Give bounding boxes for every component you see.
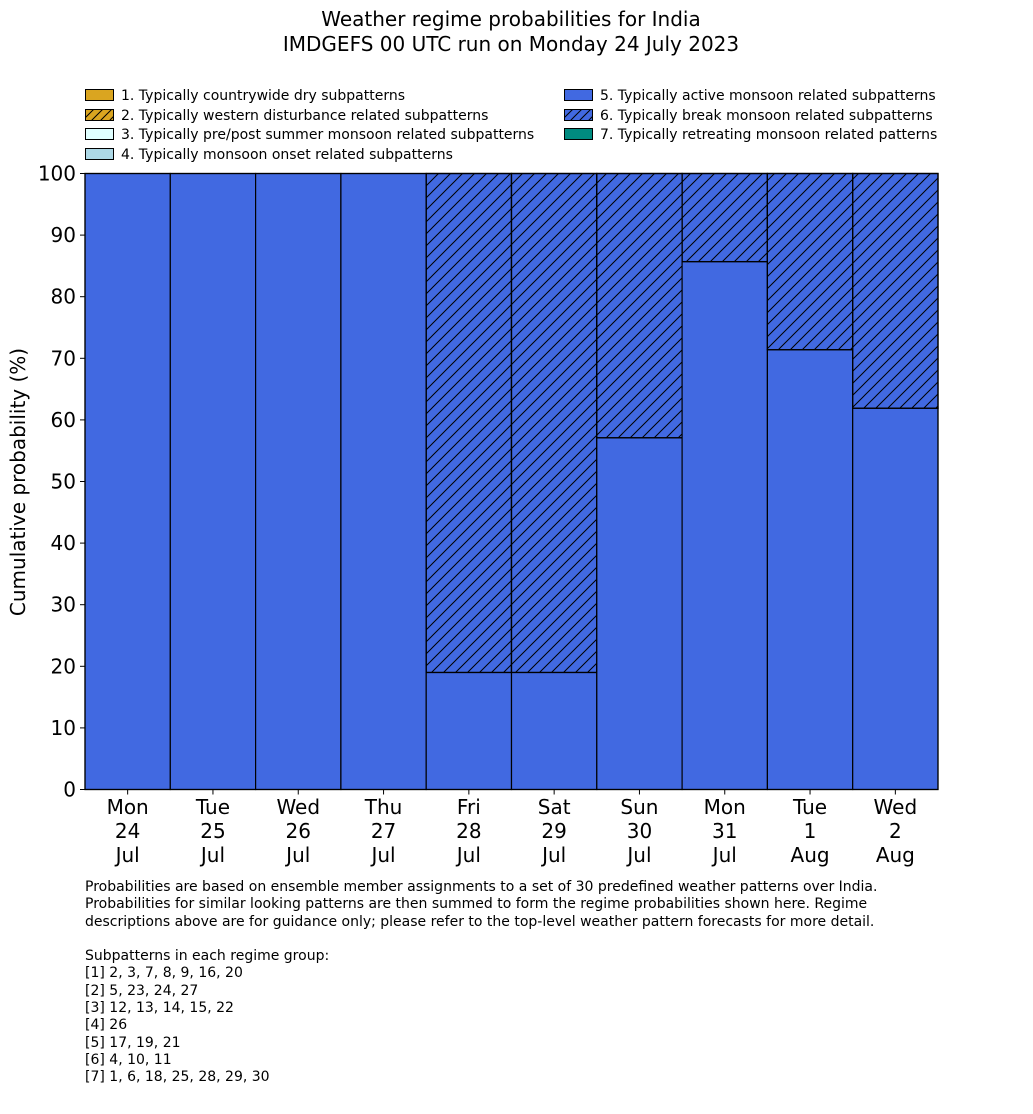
legend-label: 2. Typically western disturbance related subpatterns: [121, 107, 489, 124]
groups-list: [85, 965, 1015, 1086]
y-tick-label: 20: [50, 654, 76, 679]
y-tick-label: 90: [50, 223, 76, 248]
y-tick-label: 0: [63, 777, 76, 802]
x-tick-label: 27: [370, 819, 397, 843]
legend-label: 7. Typically retreating monsoon related patterns: [600, 127, 938, 143]
groups-heading: Subpatterns in each regime group:: [85, 948, 330, 965]
legend-label: 4. Typically monsoon onset related subpatterns: [121, 146, 453, 163]
bar-1-6: [512, 672, 597, 789]
footnote-line: descriptions above are for guidance only; please refer to the top-level weather pattern forecasts for more detail.: [85, 913, 875, 930]
x-tick-label: Jul: [200, 843, 226, 867]
bar-1-3: [256, 174, 341, 790]
group-line: [2] 5, 23, 24, 27: [85, 982, 199, 999]
bar-hatch-2-9: [767, 174, 852, 350]
x-tick-label: Jul: [712, 843, 737, 867]
bar-1-1: [85, 174, 170, 790]
x-tick-label: 30: [626, 819, 653, 843]
x-tick-label: Tue: [195, 795, 231, 819]
footnote-line: Probabilities for similar looking patterns are then summed to form the regime probabilities shown here. Regime: [85, 896, 868, 913]
bar-hatch-2-10: [853, 174, 938, 409]
y-tick-label: 10: [50, 715, 76, 740]
x-tick-label: Jul: [286, 843, 311, 867]
chart-title-line-2: IMDGEFS 00 UTC run on Monday 24 July 2023: [282, 32, 740, 56]
x-tick-label: Tue: [792, 795, 828, 819]
x-tick-label: Wed: [873, 795, 918, 819]
x-tick-label: Jul: [115, 843, 140, 867]
footnote-paragraph: [85, 879, 1015, 931]
bar-hatch-2-8: [682, 174, 767, 262]
y-tick-label: 30: [50, 592, 76, 617]
y-axis-label: Cumulative probability (%): [6, 347, 30, 617]
x-tick-label: Sat: [537, 795, 571, 819]
group-line: [4] 26: [85, 1017, 128, 1034]
x-tick-label: 24: [114, 819, 141, 843]
y-tick-label: 50: [50, 469, 76, 494]
chart-title-line-1: Weather regime probabilities for India: [321, 7, 701, 31]
bar-1-9: [767, 350, 852, 790]
bar-1-8: [682, 262, 767, 790]
group-line: [6] 4, 10, 11: [85, 1051, 172, 1068]
footnote-line: Probabilities are based on ensemble member assignments to a set of 30 predefined weather patterns over India.: [85, 879, 878, 895]
x-tick-label: Mon: [106, 795, 149, 819]
bar-hatch-2-5: [426, 174, 511, 673]
y-tick-label: 60: [50, 407, 76, 432]
x-tick-label: 25: [200, 819, 226, 843]
bars: [85, 174, 938, 790]
x-tick-label: Jul: [627, 843, 652, 867]
bar-hatch-2-7: [597, 174, 682, 438]
legend-label: 6. Typically break monsoon related subpatterns: [600, 107, 933, 124]
legend-label: 3. Typically pre/post summer monsoon related subpatterns: [121, 127, 535, 143]
x-tick-label: 2: [888, 819, 902, 843]
bar-1-10: [853, 408, 938, 789]
x-tick-label: Jul: [542, 843, 567, 867]
x-tick-label: Thu: [364, 795, 403, 819]
x-tick-label: Aug: [790, 843, 830, 867]
x-tick-label: Wed: [276, 795, 321, 819]
x-tick-label: 31: [712, 819, 738, 843]
y-tick-label: 70: [50, 346, 76, 371]
x-tick-label: Fri: [456, 795, 481, 819]
group-line: [3] 12, 13, 14, 15, 22: [85, 1000, 234, 1017]
y-tick-label: 40: [50, 531, 76, 556]
legend-label: 1. Typically countrywide dry subpatterns: [121, 88, 406, 104]
y-tick-label: 100: [37, 161, 76, 186]
bar-hatch-2-6: [512, 174, 597, 673]
x-tick-label: 26: [285, 819, 311, 843]
bar-1-5: [426, 672, 511, 789]
x-tick-label: Jul: [456, 843, 481, 867]
footnote: [85, 879, 1015, 1087]
y-tick-label: 80: [50, 284, 76, 309]
group-line: [1] 2, 3, 7, 8, 9, 16, 20: [85, 965, 243, 982]
x-tick-label: Sun: [620, 795, 659, 819]
x-tick-label: 1: [803, 819, 817, 843]
group-line: [5] 17, 19, 21: [85, 1034, 181, 1051]
x-tick-label: Mon: [703, 795, 746, 819]
legend-label: 5. Typically active monsoon related subpatterns: [600, 88, 936, 104]
x-tick-label: 28: [456, 819, 482, 843]
group-line: [7] 1, 6, 18, 25, 28, 29, 30: [85, 1069, 270, 1086]
bar-1-4: [341, 174, 426, 790]
bar-1-7: [597, 438, 682, 790]
x-tick-label: Jul: [371, 843, 396, 867]
x-tick-label: 29: [541, 819, 567, 843]
bar-1-2: [170, 174, 255, 790]
x-tick-label: Aug: [875, 843, 915, 867]
